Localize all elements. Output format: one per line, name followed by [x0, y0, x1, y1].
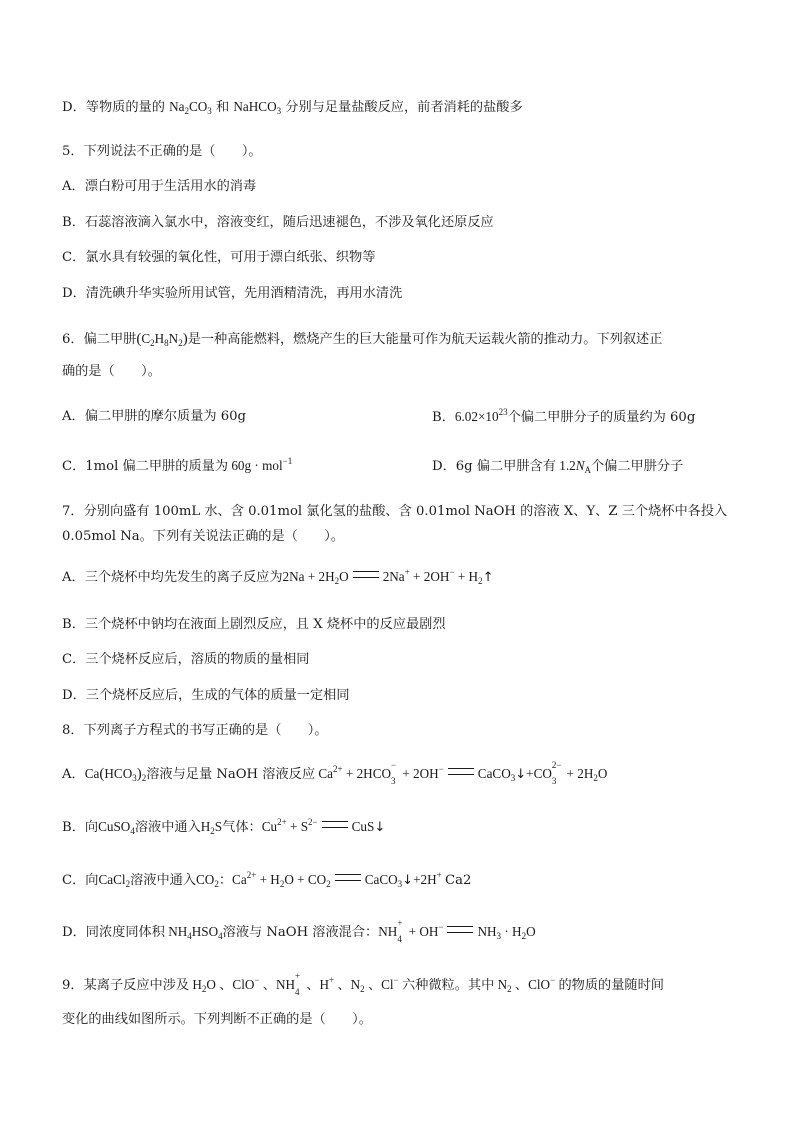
- q6-stem-line2: 确的是（ ）。: [62, 364, 161, 379]
- q7-stem-line2: 0.05mol Na。下列有关说法正确的是（ ）。: [62, 529, 345, 544]
- q7-option-d: D．三个烧杯反应后，生成的气体的质量一定相同: [62, 688, 350, 703]
- q6-option-a: A．偏二甲肼的摩尔质量为 60g: [62, 409, 246, 424]
- q5-option-b: B．石蕊溶液滴入氯水中，溶液变红，随后迅速褪色，不涉及氧化还原反应: [62, 215, 494, 230]
- q7-option-a: A．三个烧杯中均先发生的离子反应为$2Na + 2H_2O$ $2Na^+ + 2OH^- + H_2↑$: [62, 567, 494, 586]
- q6-option-d: D．6g 偏二甲肼含有 $1.2N_A$个偏二甲肼分子: [432, 458, 684, 475]
- q4-option-d: D．等物质的量的 $Na_2CO_3$ 和 NaHCO$_3$ 分别与足量盐酸反应，前者消耗的盐酸多: [62, 99, 523, 116]
- q8-option-a: A．$Ca(HCO_3)_2$溶液与足量 NaOH 溶液反应 $Ca^{2+} + 2HCO$ − 3 + 2OH− CaCO$_3$↓+CO 2− 3 + $2H_2O$: [62, 760, 608, 786]
- q8-option-d: D．同浓度同体积 $NH_4HSO_4$溶液与 NaOH 溶液混合：NH + 4 + OH− $NH_3 \cdot H_2O$: [62, 918, 536, 944]
- q7-option-c: C．三个烧杯反应后，溶质的物质的量相同: [62, 652, 310, 667]
- q6-stem-line1: 6．偏二甲肼$(C_2H_8N_2)$是一种高能燃料，燃烧产生的巨大能量可作为航天运载火箭的推动力。下列叙述正: [62, 331, 663, 348]
- q7-option-b: B．三个烧杯中钠均在液面上剧烈反应，且 X 烧杯中的反应最剧烈: [62, 617, 446, 632]
- q9-stem-line1: 9．某离子反应中涉及 $H_2O$ 、ClO− 、NH + 4 、H+ 、$N_2$ 、Cl− 六种微粒。其中 $N_2$ 、ClO− 的物质的量随时间: [62, 971, 664, 997]
- q5-stem: 5．下列说法不正确的是（ ）。: [62, 144, 262, 159]
- q6-options-row1: [62, 407, 754, 427]
- q5-option-d: D．清洗碘升华实验所用试管，先用酒精清洗，再用水清洗: [62, 286, 403, 301]
- q8-option-b: B．向CuSO$_4$溶液中通入$H_2S$气体：$Cu^{2+} + S^{2-}$ CuS↓: [62, 817, 386, 836]
- q5-option-c: C．氯水具有较强的氧化性，可用于漂白纸张、织物等: [62, 250, 376, 265]
- q6-options-row2: [62, 456, 754, 477]
- q8-stem: 8．下列离子方程式的书写正确的是（ ）。: [62, 723, 328, 738]
- q8-option-c: C．向CaCl$_2$溶液中通入$CO_2$：$Ca^{2+} + H_2O + CO_2$ CaCO$_3$↓+2H+ Ca2: [62, 870, 472, 889]
- q5-option-a: A．漂白粉可用于生活用水的消毒: [62, 179, 257, 194]
- q6-option-c: C．1mol 偏二甲肼的质量为 60g · mol$^{-1}$: [62, 456, 293, 474]
- q9-stem-line2: 变化的曲线如图所示。下列判断不正确的是（ ）。: [62, 1012, 372, 1027]
- q7-stem-line1: 7．分别向盛有 100mL 水、含 0.01mol 氯化氢的盐酸、含 0.01mol NaOH 的溶液 X、Y、Z 三个烧杯中各投入: [62, 504, 728, 519]
- q6-option-b: B．$6.02\times 10^{23}$个偏二甲肼分子的质量约为 60g: [432, 407, 696, 425]
